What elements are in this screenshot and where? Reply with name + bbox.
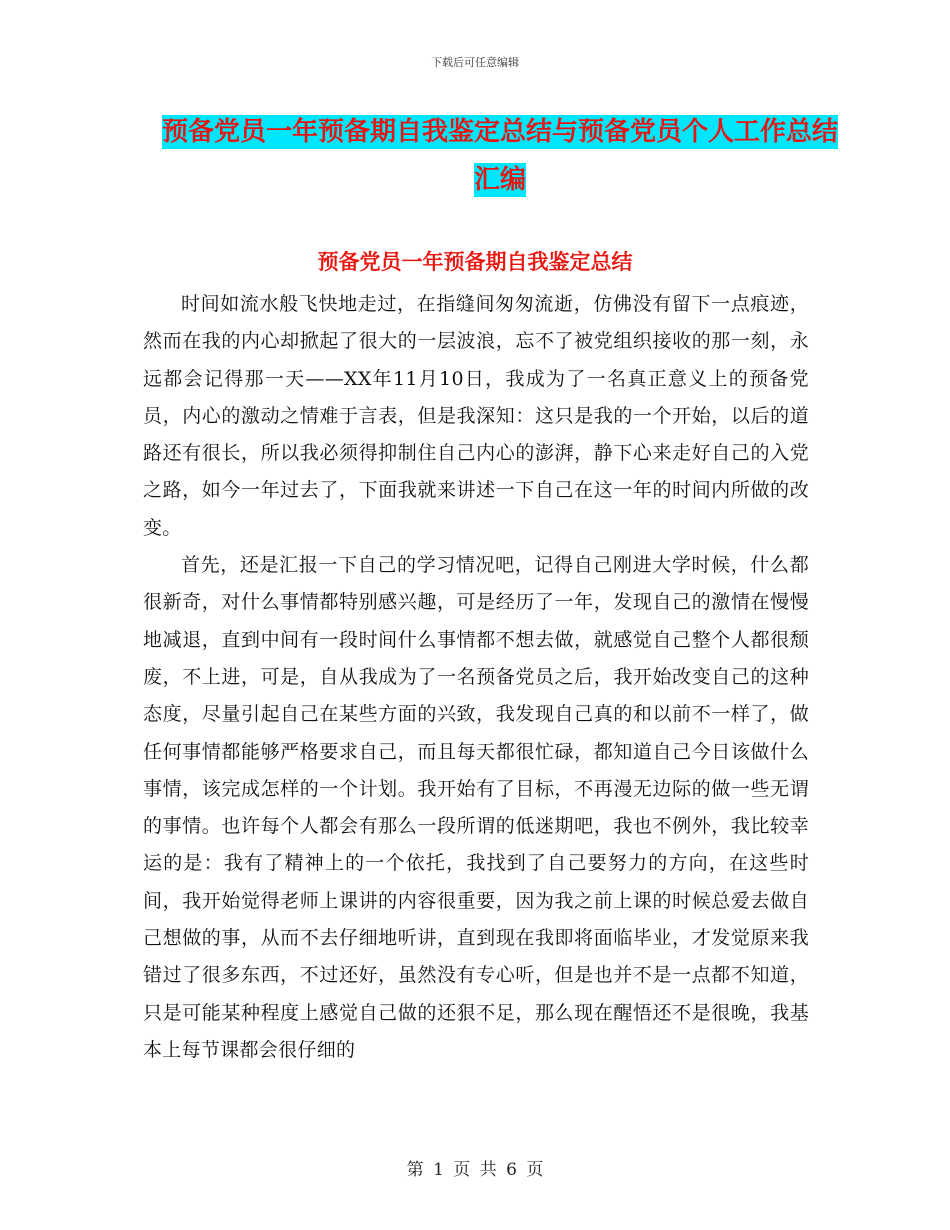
document-body [143,286,809,1069]
document-title [160,108,840,204]
page-header-note: 下载后可任意编辑 [431,56,519,69]
document-title-text: 预备党员一年预备期自我鉴定总结与预备党员个人工作总结汇编 [161,117,838,195]
page-number: 第 1 页 共 6 页 [406,1160,544,1180]
body-paragraph: 首先，还是汇报一下自己的学习情况吧，记得自己刚进大学时候，什么都很新奇，对什么事情都特别感兴趣，可是经历了一年，发现自己的激情在慢慢地减退，直到中间有一段时间什么事情都不想去做，就感觉自己整个人都很颓废，不上进，可是，自从我成为了一名预备党员之后，我开始改变自己的这种态度，尽量引起自己在某些方面的兴致，我发现自己真的和以前不一样了，做任何事情都能够严格要求自己，而且每天都很忙碌，都知道自己今日该做什么事情，该完成怎样的一个计划。我开始有了目标，不再漫无边际的做一些无谓的事情。也许每个人都会有那么一段所谓的低迷期吧，我也不例外，我比较幸运的是：我有了精神上的一个依托，我找到了自己要努力的方向，在这些时间，我开始觉得老师上课讲的内容很重要，因为我之前上课的时候总爱去做自己想做的事，从而不去仔细地听讲，直到现在我即将面临毕业，才发觉原来我错过了很多东西，不过还好，虽然没有专心听，但是也并不是一点都不知道，只是可能某种程度上感觉自己做的还狠不足，那么现在醒悟还不是很晚，我基本上每节课都会很仔细的 [143,554,809,1061]
body-paragraph: 时间如流水般飞快地走过，在指缝间匆匆流逝，仿佛没有留下一点痕迹，然而在我的内心却掀起了很大的一层波浪，忘不了被党组织接收的那一刻，永远都会记得那一天——XX年11月10日，我成为了一名真正意义上的预备党员，内心的激动之情难于言表，但是我深知：这只是我的一个开始，以后的道路还有很长，所以我必须得抑制住自己内心的澎湃，静下心来走好自己的入党之路，如今一年过去了，下面我就来讲述一下自己在这一年的时间内所做的改变。 [143,293,809,539]
section-title: 预备党员一年预备期自我鉴定总结 [317,249,633,274]
